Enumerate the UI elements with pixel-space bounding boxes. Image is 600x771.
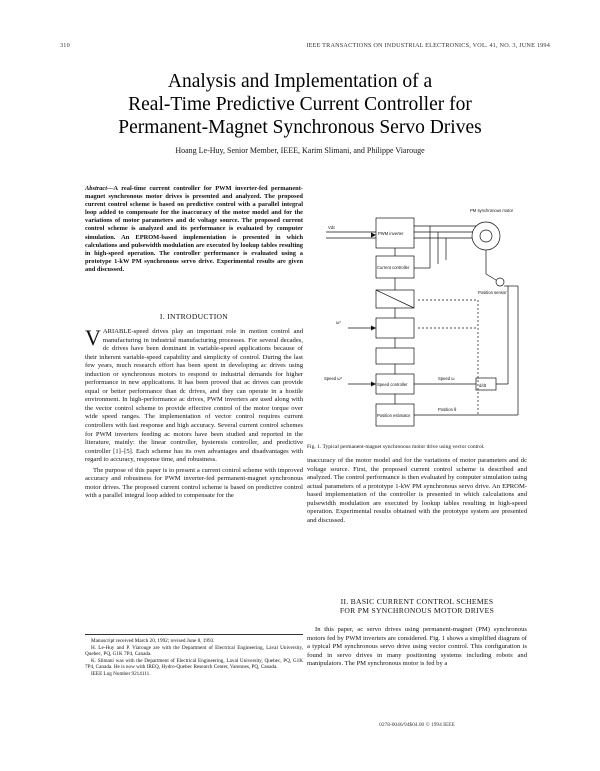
fig-label-dt: d/dt bbox=[479, 383, 486, 388]
intro-paragraph-2: The purpose of this paper is to present a current control scheme with improved accuracy and robustness for PWM inverter-fed permanent-magnet synchronous motor drives. The proposed current control scheme is based on predictive control with a parallel integral loop added to compensate for the bbox=[85, 466, 303, 500]
drop-cap: V bbox=[85, 325, 101, 350]
footnote bbox=[85, 638, 303, 677]
footnote-line: H. Le-Huy and P. Viarouge are with the Department of Electrical Engineering, Laval University, Quebec, PQ, G1K 7P4, Canada. bbox=[85, 644, 303, 657]
abstract-lead: Abstract bbox=[85, 185, 108, 192]
fig-label-position-estimator: Position estimator bbox=[377, 413, 411, 418]
page-number: 310 bbox=[60, 42, 70, 49]
fig-label-speed-controller: Speed controller bbox=[377, 382, 408, 387]
figure-caption: Fig. 1. Typical permanent-magnet synchronous motor drive using vector control. bbox=[307, 444, 485, 450]
footnote-line: K. Slimani was with the Department of Electrical Engineering, Laval University, Quebec, PQ, G1K 7P4, Canada. He is now with IREQ, Hydro-Quebec Research Center, Varennes, PQ, Canada. bbox=[85, 657, 303, 670]
introduction-body bbox=[85, 325, 303, 501]
abstract bbox=[85, 185, 303, 274]
footnote-rule bbox=[85, 634, 303, 635]
title-line: Analysis and Implementation of a bbox=[167, 71, 433, 92]
journal-name: IEEE TRANSACTIONS ON INDUSTRIAL ELECTRONICS, VOL. 41, NO. 3, JUNE 1994 bbox=[306, 42, 550, 49]
fig-label-position-sensor: Position sensor bbox=[478, 290, 507, 295]
fig-label-vdc: Vdc bbox=[328, 225, 336, 230]
section-heading-2-line1: II. BASIC CURRENT CONTROL SCHEMES bbox=[340, 597, 494, 606]
section-heading-2 bbox=[307, 597, 527, 615]
intro-paragraph-1: ARIABLE-speed drives play an important role in motion control and manufacturing in industrial manufacturing processes. For several decades, dc drives have been dominant in variable-speed applications because of their inherent variable-speed capability and simplicity of control. During the last few years, much research effort has been spent in developing ac drives using induction or synchronous motors to respond to industrial demands for higher performance in new applications. It has been proved that ac drives can provide equal or better performance than dc drives, and they can operate in a hostile environment. In high-performance ac drives, PWM inverters are used along with the vector control scheme to provide effective control of the motor torque over wide speed ranges. The implementation of vector control requires current controllers with fast response and high accuracy. Several current control schemes for PWM inverters feeding ac motors have been studied and reported in the literature, mainly: the linear controller, hysteresis controller, and predictive controller [1]–[5]. Each scheme has its own advantages and disadvantages with regard to accuracy, response time, and robustness. bbox=[85, 328, 303, 464]
section-heading-introduction: I. INTRODUCTION bbox=[159, 312, 229, 321]
fig-label-position-theta: Position θ bbox=[438, 407, 457, 412]
fig-label-current-controller: Current controller bbox=[377, 265, 410, 270]
fig-label-pwm: PWM inverter bbox=[378, 231, 404, 236]
title-line: Real-Time Predictive Current Controller for bbox=[128, 94, 472, 115]
footnote-line: Manuscript received March 20, 1992; revised June 8, 1993. bbox=[91, 638, 215, 644]
abstract-text: —A real-time current controller for PWM inverter-fed permanent-magnet synchronous motor drives is presented and analyzed. The proposed current control scheme is based on predictive control with a parallel integral loop added to compensate for the inaccuracy of the motor model and for the variations of motor parameters and dc voltage source. The proposed current control scheme is analyzed and its performance is evaluated by computer simulation. An EPROM-based implementation is presented in which calculations and pulsewidth modulation are executed by lookup tables resulting in high-speed operation. The controller performance is evaluated using a prototype 1-kW PM synchronous servo drive. Experimental results are given and discussed. bbox=[85, 185, 303, 273]
authors: Hoang Le-Huy, Senior Member, IEEE, Karim Slimani, and Philippe Viarouge bbox=[175, 146, 425, 155]
introduction-continued: inaccuracy of the motor model and for the variations of motor parameters and dc voltage source. First, the proposed current control scheme is described and analyzed. The control performance is then evaluated by computer simulation using actual parameters of a prototype 1-kW PM synchronous servo drive. An EPROM-based implementation of the controller is presented in which calculations and pulsewidth modulation are executed by lookup tables resulting in high-speed operation. Experimental results obtained with the prototype system are presented and discussed. bbox=[307, 457, 527, 524]
fig-label-omega-ref: ω* bbox=[336, 320, 341, 325]
copyright-code: 0278-0046/94$04.00 © 1994 IEEE bbox=[379, 722, 455, 728]
fig-label-motor: PM synchronous motor bbox=[470, 208, 514, 213]
fig-label-speed: Speed ω bbox=[438, 376, 455, 381]
paper-title bbox=[40, 70, 560, 139]
fig-label-speed-ref: Speed ω* bbox=[324, 376, 343, 381]
title-line: Permanent-Magnet Synchronous Servo Drives bbox=[118, 117, 482, 138]
section-heading-2-line2: FOR PM SYNCHRONOUS MOTOR DRIVES bbox=[339, 606, 495, 615]
figure-1-block-diagram bbox=[318, 190, 528, 440]
footnote-line: IEEE Log Number 9214111. bbox=[91, 670, 151, 677]
section-2-body: In this paper, ac servo drives using permanent-magnet (PM) synchronous motors fed by PWM inverters are considered. Fig. 1 shows a simplified diagram of a typical PM synchronous servo drive using vector control. This configuration is found in servo drives in many positioning systems including robots and manipulators. The PM synchronous motor is fed by a bbox=[307, 626, 527, 668]
